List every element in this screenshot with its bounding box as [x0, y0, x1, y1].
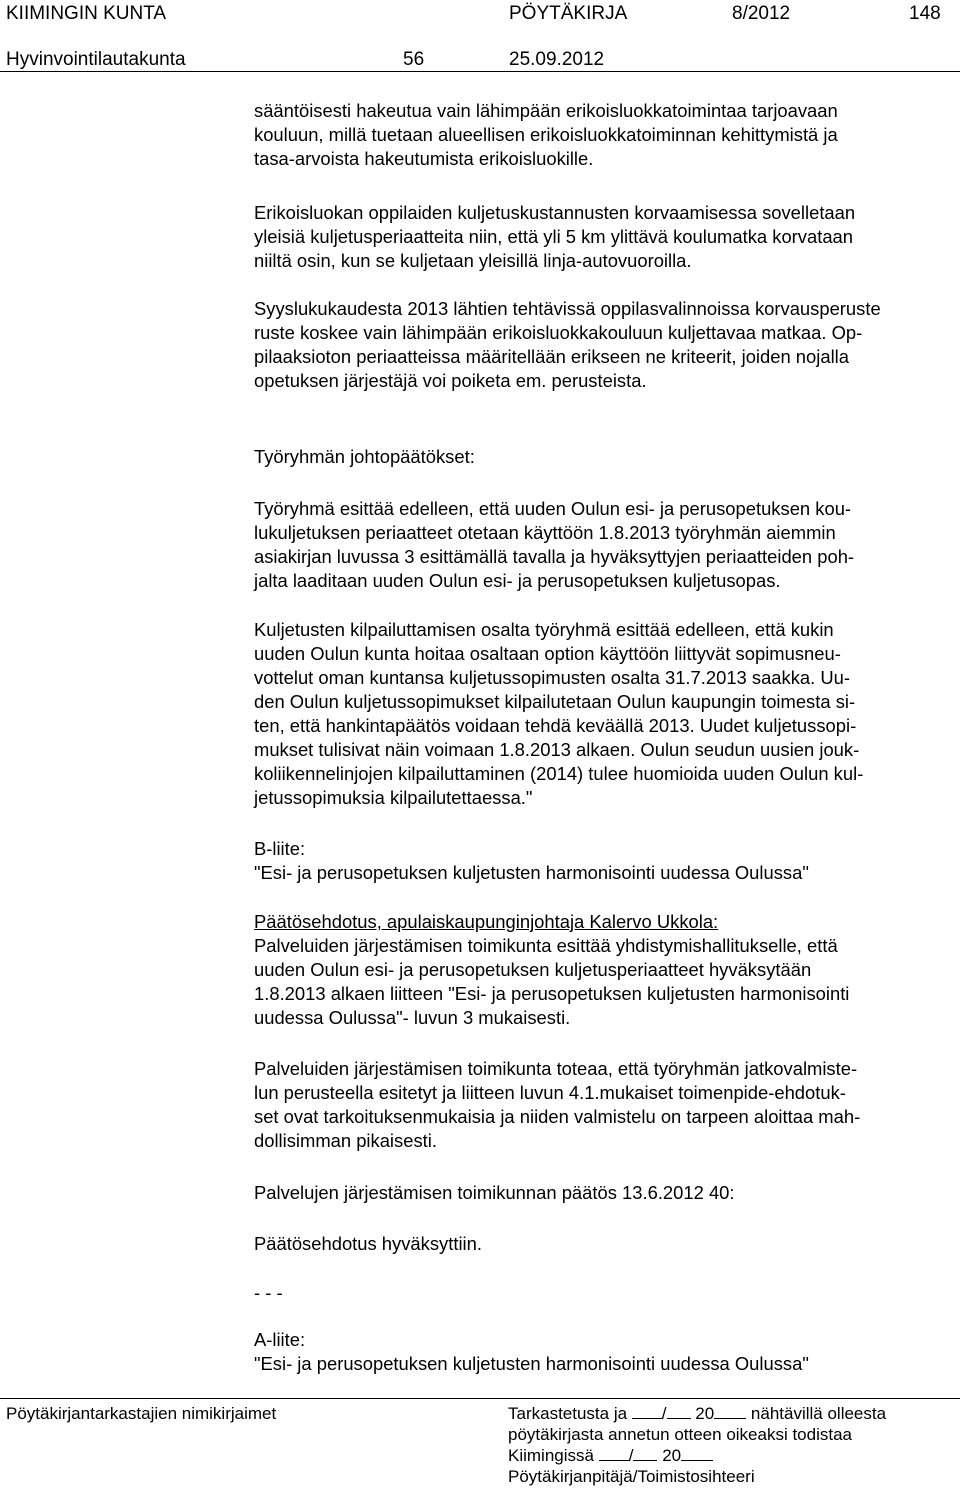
text-line: lun perusteella esitetyt ja liitteen luvun 4.1.mukaiset toimenpide-ehdotuk-	[254, 1082, 846, 1103]
paragraph-1	[254, 99, 944, 171]
text-line: "Esi- ja perusopetuksen kuljetusten harmonisointi uudessa Oulussa"	[254, 1353, 809, 1374]
text-line: uudessa Oulussa"- luvun 3 mukaisesti.	[254, 1007, 571, 1028]
blank-field	[599, 1445, 629, 1461]
text-line: Palvelujen järjestämisen toimikunnan päätös 13.6.2012 40:	[254, 1182, 735, 1203]
text-line: yleisiä kuljetusperiaatteita niin, että yli 5 km ylittävä koulumatka korvataan	[254, 226, 854, 247]
text-line: Työryhmä esittää edelleen, että uuden Oulun esi- ja perusopetuksen kou-	[254, 498, 852, 519]
paragraph-3	[254, 297, 944, 393]
blank-field	[632, 1403, 662, 1419]
text-line: Palveluiden järjestämisen toimikunta toteaa, että työryhmän jatkovalmiste-	[254, 1058, 858, 1079]
section-number: 56	[403, 49, 425, 70]
text-line: Palveluiden järjestämisen toimikunta esittää yhdistymishallitukselle, että	[254, 935, 838, 956]
text-line: "Esi- ja perusopetuksen kuljetusten harmonisointi uudessa Oulussa"	[254, 862, 809, 883]
text-line: 1.8.2013 alkaen liitteen "Esi- ja perusopetuksen kuljetusten harmonisointi	[254, 983, 850, 1004]
text-line: Kuljetusten kilpailuttamisen osalta työryhmä esittää edelleen, että kukin	[254, 619, 834, 640]
footer-checked-prefix: Tarkastetusta ja	[508, 1404, 628, 1423]
separator-dashes	[254, 1281, 944, 1305]
document-number: 8/2012	[732, 3, 791, 24]
text-line: jalta laaditaan uuden Oulun esi- ja perusopetuksen kuljetusopas.	[254, 570, 781, 591]
footer-place-line	[508, 1445, 713, 1466]
text-line: Erikoisluokan oppilaiden kuljetuskustannusten korvaamisessa sovelletaan	[254, 202, 856, 223]
text-line: - - -	[254, 1282, 283, 1303]
text-line: B-liite:	[254, 838, 306, 859]
text-line: koliikennelinjojen kilpailuttaminen (2014) tulee huomioida uuden Oulun kul-	[254, 763, 864, 784]
text-line: Työryhmän johtopäätökset:	[254, 446, 475, 467]
blank-field	[667, 1403, 691, 1419]
document-type: PÖYTÄKIRJA	[509, 3, 628, 24]
text-line: lukuljetuksen periaatteet otetaan käyttöön 1.8.2013 työryhmän aiemmin	[254, 522, 836, 543]
text-line: den Oulun kuljetussopimukset kilpailutetaan Oulun kaupungin toimesta si-	[254, 691, 856, 712]
text-line: Syyslukukaudesta 2013 lähtien tehtävissä oppilasvalinnoissa korvausperuste	[254, 298, 881, 319]
footer-signer: Pöytäkirjanpitäjä/Toimistosihteeri	[508, 1467, 755, 1486]
paragraph-5	[254, 497, 944, 593]
proposal-accepted-line	[254, 1232, 944, 1256]
text-line: opetuksen järjestäjä voi poiketa em. perusteista.	[254, 370, 647, 391]
footer-checked-suffix: nähtävillä olleesta	[750, 1404, 887, 1423]
text-line: sääntöisesti hakeutua vain lähimpään erikoisluokkatoimintaa tarjoavaan	[254, 100, 838, 121]
footer-certify-line: pöytäkirjasta annetun otteen oikeaksi todistaa	[508, 1425, 853, 1444]
text-line: A-liite:	[254, 1329, 306, 1350]
footer-place: Kiimingissä	[508, 1446, 594, 1465]
committee-decision-line	[254, 1181, 944, 1205]
municipality-name: KIIMINGIN KUNTA	[6, 3, 167, 24]
footer-separator: /	[628, 1446, 634, 1465]
text-line: ruste koskee vain lähimpään erikoisluokkakouluun kuljettavaa matkaa. Op-	[254, 322, 863, 343]
text-line: pilaaksioton periaatteissa määritellään erikseen ne kriteerit, joiden nojalla	[254, 346, 849, 367]
proposal-heading: Päätösehdotus, apulaiskaupunginjohtaja Kalervo Ukkola:	[254, 911, 719, 932]
text-line: kouluun, millä tuetaan alueellisen erikoisluokkatoiminnan kehittymistä ja	[254, 124, 838, 145]
meeting-date: 25.09.2012	[509, 49, 605, 70]
committee-name: Hyvinvointilautakunta	[6, 49, 186, 70]
footer-rule	[0, 1398, 960, 1399]
paragraph-9	[254, 1057, 944, 1153]
blank-field	[681, 1445, 713, 1461]
text-line: asiakirjan luvussa 3 esittämällä tavalla ja hyväksyttyjen periaatteiden poh-	[254, 546, 855, 567]
paragraph-6	[254, 618, 944, 810]
text-line: uuden Oulun kunta hoitaa osaltaan option käyttöön liittyvät sopimusneu-	[254, 643, 841, 664]
footer-checked-line	[508, 1403, 886, 1424]
blank-field	[714, 1403, 746, 1419]
text-line: uuden Oulun esi- ja perusopetuksen kuljetusperiaatteet hyväksytään	[254, 959, 812, 980]
decision-proposal	[254, 910, 944, 1030]
text-line: niiltä osin, kun se kuljetaan yleisillä linja-autovuoroilla.	[254, 250, 692, 271]
footer-year: 20	[662, 1446, 682, 1465]
page-number: 148	[909, 3, 941, 24]
text-line: dollisimman pikaisesti.	[254, 1130, 437, 1151]
paragraph-2	[254, 201, 944, 273]
text-line: mukset tulisivat näin voimaan 1.8.2013 alkaen. Oulun seudun uusien jouk-	[254, 739, 860, 760]
header-rule	[0, 71, 960, 72]
footer-separator: /	[661, 1404, 667, 1423]
blank-field	[633, 1445, 657, 1461]
text-line: Päätösehdotus hyväksyttiin.	[254, 1233, 482, 1254]
attachment-b	[254, 837, 944, 885]
text-line: vottelut oman kuntansa kuljetussopimusten osalta 31.7.2013 saakka. Uu-	[254, 667, 851, 688]
footer-initials-label: Pöytäkirjantarkastajien nimikirjaimet	[6, 1404, 277, 1423]
conclusions-heading	[254, 445, 944, 469]
text-line: jetussopimuksia kilpailutettaessa."	[254, 787, 533, 808]
text-line: tasa-arvoista hakeutumista erikoisluokille.	[254, 148, 594, 169]
footer-year: 20	[695, 1404, 715, 1423]
attachment-a	[254, 1328, 944, 1376]
text-line: set ovat tarkoituksenmukaisia ja niiden valmistelu on tarpeen aloittaa mah-	[254, 1106, 861, 1127]
text-line: ten, että hankintapäätös voidaan tehdä keväällä 2013. Uudet kuljetussopi-	[254, 715, 857, 736]
